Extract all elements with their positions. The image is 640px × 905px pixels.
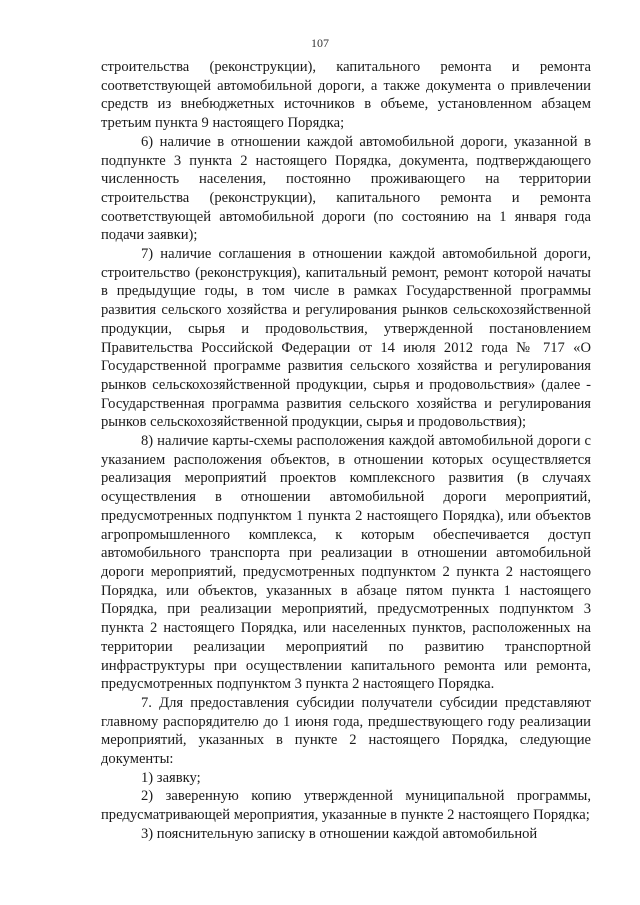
paragraph-doc-3: 3) пояснительную записку в отношении каждой автомобильной — [141, 825, 538, 842]
page-number: 107 — [311, 36, 329, 50]
paragraph-doc-1: 1) заявку; — [141, 769, 201, 786]
paragraph-item-8: 8) наличие карты-схемы расположения каждой автомобильной дороги с указанием расположения объектов, в отношении которых осуществляется реализация мероприятий проектов комплексного развития (в случаях осуществления в отношении автомобильной дороги мероприятий, предусмотренных подпунктом 1 пункта 2 настоящего Порядка), или объектов агропромышленного комплекса, к которым обеспечивается доступ автомобильного транспорта при реализации в отношении автомобильной дороги мероприятий, предусмотренных подпунктом 2 пункта 2 настоящего Порядка, или объектов, указанных в абзаце пятом пункта 1 настоящего Порядка, при реализации мероприятий, предусмотренных подпунктом 3 пункта 2 настоящего Порядка, или населенных пунктов, расположенных на территории реализации мероприятий по развитию транспортной инфраструктуры при осуществлении капитального ремонта или ремонта, предусмотренных подпунктом 3 пункта 2 настоящего Порядка. — [101, 433, 591, 693]
document-body — [101, 58, 591, 844]
paragraph-item-7: 7) наличие соглашения в отношении каждой автомобильной дороги, строительство (реконструкция), капитальный ремонт, ремонт которой начаты в предыдущие годы, в том числе в рамках Государственной программы развития сельского хозяйства и регулирования рынков сельскохозяйственной продукции, сырья и продовольствия, утвержденной постановлением Правительства Российской Федерации от 14 июля 2012 года № 717 «О Государственной программе развития сельского хозяйства и регулирования рынков сельскохозяйственной продукции, сырья и продовольствия» (далее - Государственная программа развития сельского хозяйства и регулирования рынков сельскохозяйственной продукции, сырья и продовольствия); — [101, 246, 591, 431]
paragraph-section-7: 7. Для предоставления субсидии получатели субсидии представляют главному распорядителю до 1 июня года, предшествующего году реализации мероприятий, указанных в пункте 2 настоящего Порядка, следующие документы: — [101, 694, 591, 768]
paragraph-continuation: строительства (реконструкции), капитального ремонта и ремонта соответствующей автомобильной дороги, а также документа о привлечении средств из внебюджетных источников в объеме, установленном абзацем третьим пункта 9 настоящего Порядка; — [101, 59, 591, 132]
paragraph-doc-2: 2) заверенную копию утвержденной муниципальной программы, предусматривающей мероприятия, указанные в пункте 2 настоящего Порядка; — [101, 788, 591, 824]
paragraph-item-6: 6) наличие в отношении каждой автомобильной дороги, указанной в подпункте 3 пункта 2 настоящего Порядка, документа, подтверждающего численность населения, постоянно проживающего на территории строительства (реконструкции), капитального ремонта и ремонта соответствующей автомобильной дороги (по состоянию на 1 января года подачи заявки); — [101, 133, 591, 244]
